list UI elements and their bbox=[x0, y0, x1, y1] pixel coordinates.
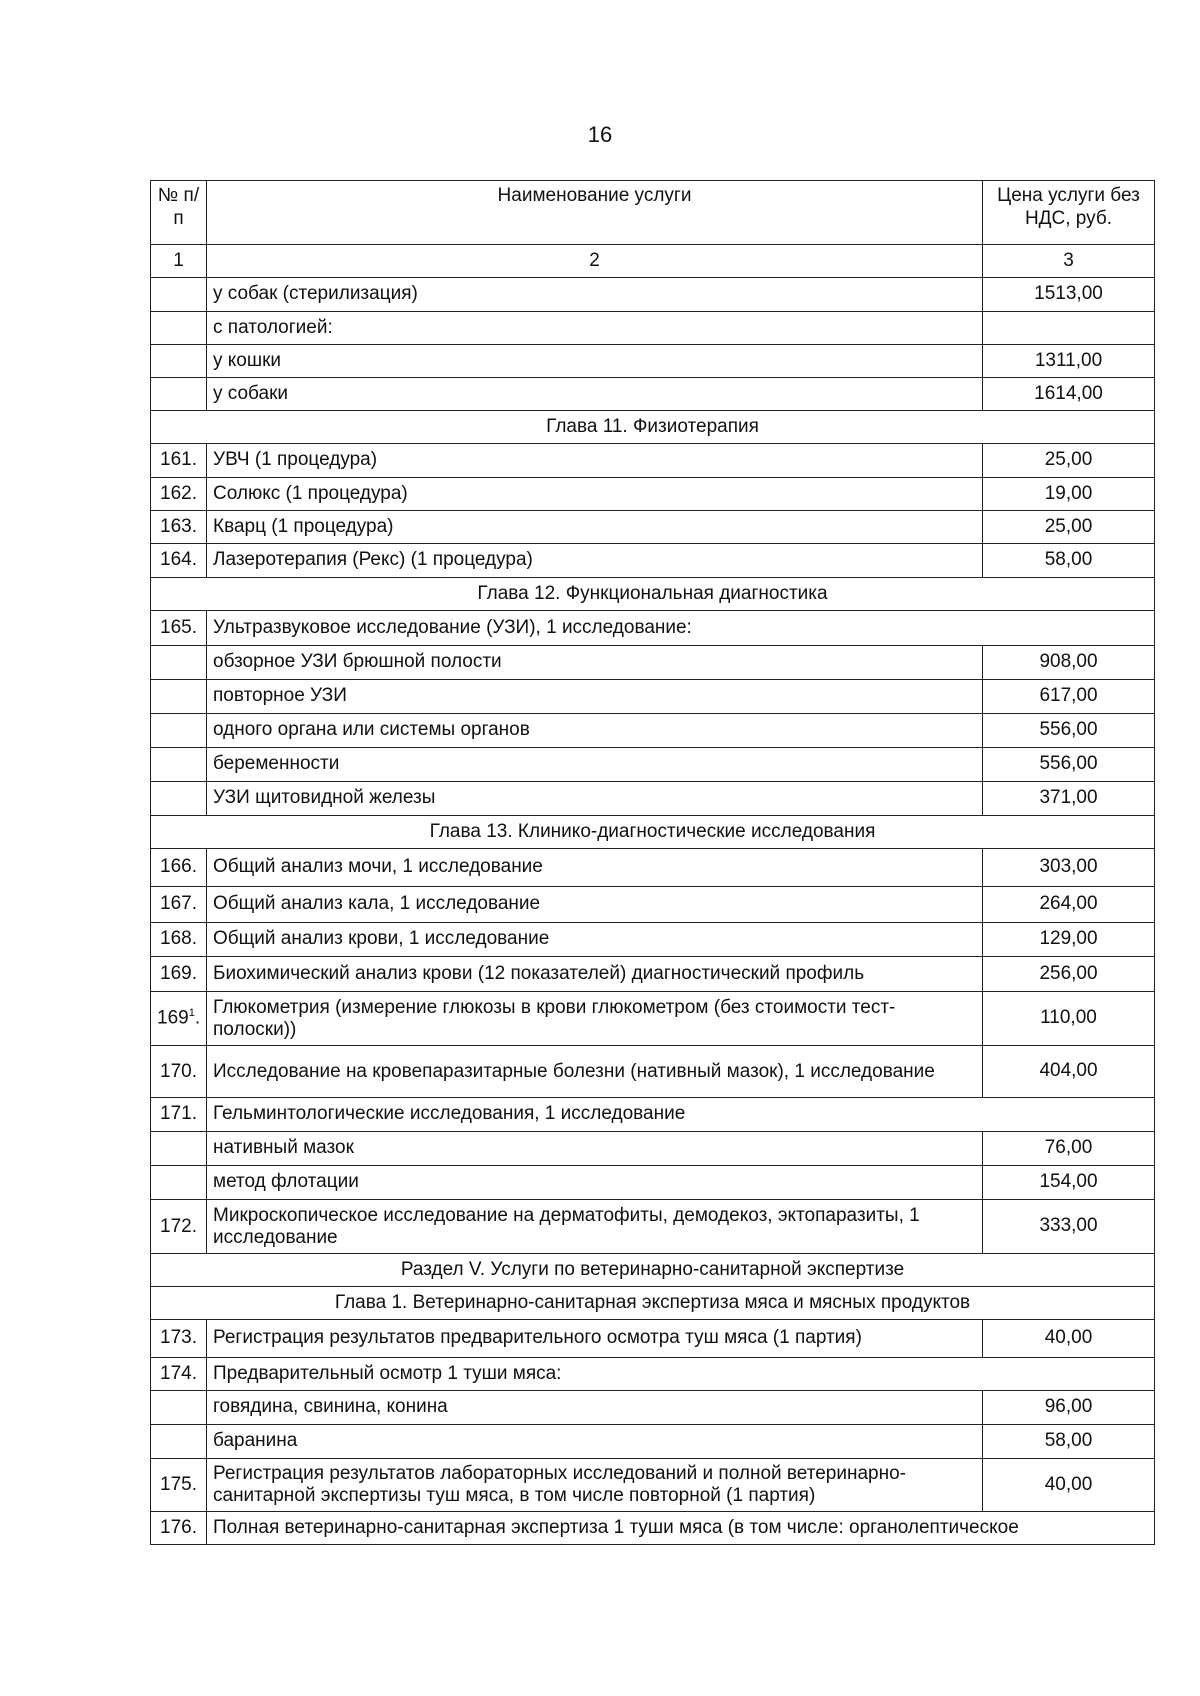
row-number-main: 169 bbox=[157, 1007, 189, 1029]
index-cell: 3 bbox=[983, 245, 1155, 278]
service-name: Полная ветеринарно-санитарная экспертиза 1 туши мяса (в том числе: органолептическое bbox=[207, 1512, 1155, 1545]
table-row bbox=[151, 345, 1155, 378]
service-price: 1614,00 bbox=[983, 378, 1155, 411]
table-row bbox=[151, 680, 1155, 714]
service-name: Регистрация результатов предварительного осмотра туш мяса (1 партия) bbox=[207, 1320, 983, 1358]
chapter-row bbox=[151, 578, 1155, 611]
service-name: нативный мазок bbox=[207, 1132, 983, 1166]
service-price: 617,00 bbox=[983, 680, 1155, 714]
table-row bbox=[151, 1391, 1155, 1425]
service-name: Солюкс (1 процедура) bbox=[207, 478, 983, 511]
service-price: 556,00 bbox=[983, 748, 1155, 782]
chapter-title: Глава 12. Функциональная диагностика bbox=[151, 578, 1155, 611]
table-row bbox=[151, 378, 1155, 411]
table-row bbox=[151, 1425, 1155, 1459]
chapter-title: Глава 11. Физиотерапия bbox=[151, 411, 1155, 444]
chapter-title: Глава 1. Ветеринарно-санитарная экспертиза мяса и мясных продуктов bbox=[151, 1287, 1155, 1320]
service-price: 19,00 bbox=[983, 478, 1155, 511]
section-row bbox=[151, 1254, 1155, 1287]
table-header-row bbox=[151, 181, 1155, 245]
chapter-row bbox=[151, 1287, 1155, 1320]
table-row bbox=[151, 478, 1155, 511]
row-number: 175. bbox=[151, 1459, 207, 1512]
row-number: 163. bbox=[151, 511, 207, 544]
service-price: 58,00 bbox=[983, 1425, 1155, 1459]
service-name: УЗИ щитовидной железы bbox=[207, 782, 983, 816]
service-name: Общий анализ кала, 1 исследование bbox=[207, 887, 983, 923]
table-row bbox=[151, 511, 1155, 544]
table-row bbox=[151, 1512, 1155, 1545]
row-number: 171. bbox=[151, 1098, 207, 1132]
service-price: 25,00 bbox=[983, 444, 1155, 478]
row-number: 162. bbox=[151, 478, 207, 511]
service-name: беременности bbox=[207, 748, 983, 782]
table-row bbox=[151, 1200, 1155, 1254]
table-row bbox=[151, 1166, 1155, 1200]
table-row bbox=[151, 1132, 1155, 1166]
service-name: Глюкометрия (измерение глюкозы в крови глюкометром (без стоимости тест-полоски)) bbox=[207, 992, 983, 1046]
service-name: у кошки bbox=[207, 345, 983, 378]
service-price: 25,00 bbox=[983, 511, 1155, 544]
row-number bbox=[151, 345, 207, 378]
service-name: УВЧ (1 процедура) bbox=[207, 444, 983, 478]
price-table bbox=[150, 180, 1155, 1545]
service-name: Лазеротерапия (Рекс) (1 процедура) bbox=[207, 544, 983, 578]
row-number bbox=[151, 1166, 207, 1200]
table-row bbox=[151, 444, 1155, 478]
table-row bbox=[151, 1358, 1155, 1391]
row-number bbox=[151, 748, 207, 782]
service-name: одного органа или системы органов bbox=[207, 714, 983, 748]
service-price: 58,00 bbox=[983, 544, 1155, 578]
table-index-row bbox=[151, 245, 1155, 278]
table-row bbox=[151, 544, 1155, 578]
service-price: 110,00 bbox=[983, 992, 1155, 1046]
service-price: 1311,00 bbox=[983, 345, 1155, 378]
row-number: 170. bbox=[151, 1046, 207, 1098]
table-row bbox=[151, 887, 1155, 923]
service-price: 154,00 bbox=[983, 1166, 1155, 1200]
service-price: 264,00 bbox=[983, 887, 1155, 923]
service-name: Кварц (1 процедура) bbox=[207, 511, 983, 544]
service-price: 371,00 bbox=[983, 782, 1155, 816]
table-row bbox=[151, 714, 1155, 748]
service-name: с патологией: bbox=[207, 312, 983, 345]
row-number: 168. bbox=[151, 923, 207, 957]
row-number: 167. bbox=[151, 887, 207, 923]
table-row bbox=[151, 957, 1155, 992]
table-row bbox=[151, 992, 1155, 1046]
table-row bbox=[151, 611, 1155, 646]
chapter-title: Глава 13. Клинико-диагностические исследования bbox=[151, 816, 1155, 849]
service-name: обзорное УЗИ брюшной полости bbox=[207, 646, 983, 680]
service-price: 404,00 bbox=[983, 1046, 1155, 1098]
row-number bbox=[151, 782, 207, 816]
index-cell: 2 bbox=[207, 245, 983, 278]
service-name: у собаки bbox=[207, 378, 983, 411]
row-number bbox=[151, 714, 207, 748]
table-row bbox=[151, 278, 1155, 312]
row-number bbox=[151, 1425, 207, 1459]
service-name: Регистрация результатов лабораторных исследований и полной ветеринарно-санитарной экспертизы туш мяса, в том числе повторной (1 партия) bbox=[207, 1459, 983, 1512]
header-service-name: Наименование услуги bbox=[207, 181, 983, 245]
row-number: 176. bbox=[151, 1512, 207, 1545]
row-number: 166. bbox=[151, 849, 207, 887]
service-price: 908,00 bbox=[983, 646, 1155, 680]
section-title: Раздел V. Услуги по ветеринарно-санитарной экспертизе bbox=[151, 1254, 1155, 1287]
row-number bbox=[151, 992, 207, 1046]
table-row bbox=[151, 782, 1155, 816]
service-price: 556,00 bbox=[983, 714, 1155, 748]
header-number: № п/п bbox=[151, 181, 207, 245]
table-row bbox=[151, 849, 1155, 887]
service-price: 333,00 bbox=[983, 1200, 1155, 1254]
table-row bbox=[151, 923, 1155, 957]
service-price: 129,00 bbox=[983, 923, 1155, 957]
service-name: Общий анализ крови, 1 исследование bbox=[207, 923, 983, 957]
service-name: метод флотации bbox=[207, 1166, 983, 1200]
row-number: 161. bbox=[151, 444, 207, 478]
service-name: Исследование на кровепаразитарные болезни (нативный мазок), 1 исследование bbox=[207, 1046, 983, 1098]
service-name: Биохимический анализ крови (12 показателей) диагностический профиль bbox=[207, 957, 983, 992]
table-row bbox=[151, 646, 1155, 680]
row-number bbox=[151, 312, 207, 345]
service-name: баранина bbox=[207, 1425, 983, 1459]
table-row bbox=[151, 1320, 1155, 1358]
row-number-dot: . bbox=[194, 1007, 201, 1029]
table-row bbox=[151, 312, 1155, 345]
service-name: у собак (стерилизация) bbox=[207, 278, 983, 312]
row-number bbox=[151, 1132, 207, 1166]
page-number: 16 bbox=[587, 122, 613, 147]
row-number: 165. bbox=[151, 611, 207, 646]
row-number: 164. bbox=[151, 544, 207, 578]
service-price: 96,00 bbox=[983, 1391, 1155, 1425]
row-number bbox=[151, 646, 207, 680]
service-price bbox=[983, 312, 1155, 345]
row-number: 173. bbox=[151, 1320, 207, 1358]
chapter-row bbox=[151, 816, 1155, 849]
row-number bbox=[151, 278, 207, 312]
row-number bbox=[151, 680, 207, 714]
service-price: 1513,00 bbox=[983, 278, 1155, 312]
service-price: 303,00 bbox=[983, 849, 1155, 887]
table-row bbox=[151, 748, 1155, 782]
service-price: 256,00 bbox=[983, 957, 1155, 992]
row-number: 169. bbox=[151, 957, 207, 992]
service-name: Микроскопическое исследование на дерматофиты, демодекоз, эктопаразиты, 1 исследование bbox=[207, 1200, 983, 1254]
row-number: 172. bbox=[151, 1200, 207, 1254]
service-price: 40,00 bbox=[983, 1320, 1155, 1358]
service-name: Предварительный осмотр 1 туши мяса: bbox=[207, 1358, 1155, 1391]
header-price: Цена услуги без НДС, руб. bbox=[983, 181, 1155, 245]
service-name: Гельминтологические исследования, 1 исследование bbox=[207, 1098, 1155, 1132]
service-name: Ультразвуковое исследование (УЗИ), 1 исследование: bbox=[207, 611, 1155, 646]
index-cell: 1 bbox=[151, 245, 207, 278]
row-number bbox=[151, 378, 207, 411]
table-row bbox=[151, 1098, 1155, 1132]
table-row bbox=[151, 1459, 1155, 1512]
service-price: 40,00 bbox=[983, 1459, 1155, 1512]
chapter-row bbox=[151, 411, 1155, 444]
service-name: говядина, свинина, конина bbox=[207, 1391, 983, 1425]
service-name: повторное УЗИ bbox=[207, 680, 983, 714]
service-name: Общий анализ мочи, 1 исследование bbox=[207, 849, 983, 887]
row-number-superscript: 1 bbox=[188, 1007, 195, 1020]
service-price: 76,00 bbox=[983, 1132, 1155, 1166]
row-number: 174. bbox=[151, 1358, 207, 1391]
row-number bbox=[151, 1391, 207, 1425]
table-row bbox=[151, 1046, 1155, 1098]
